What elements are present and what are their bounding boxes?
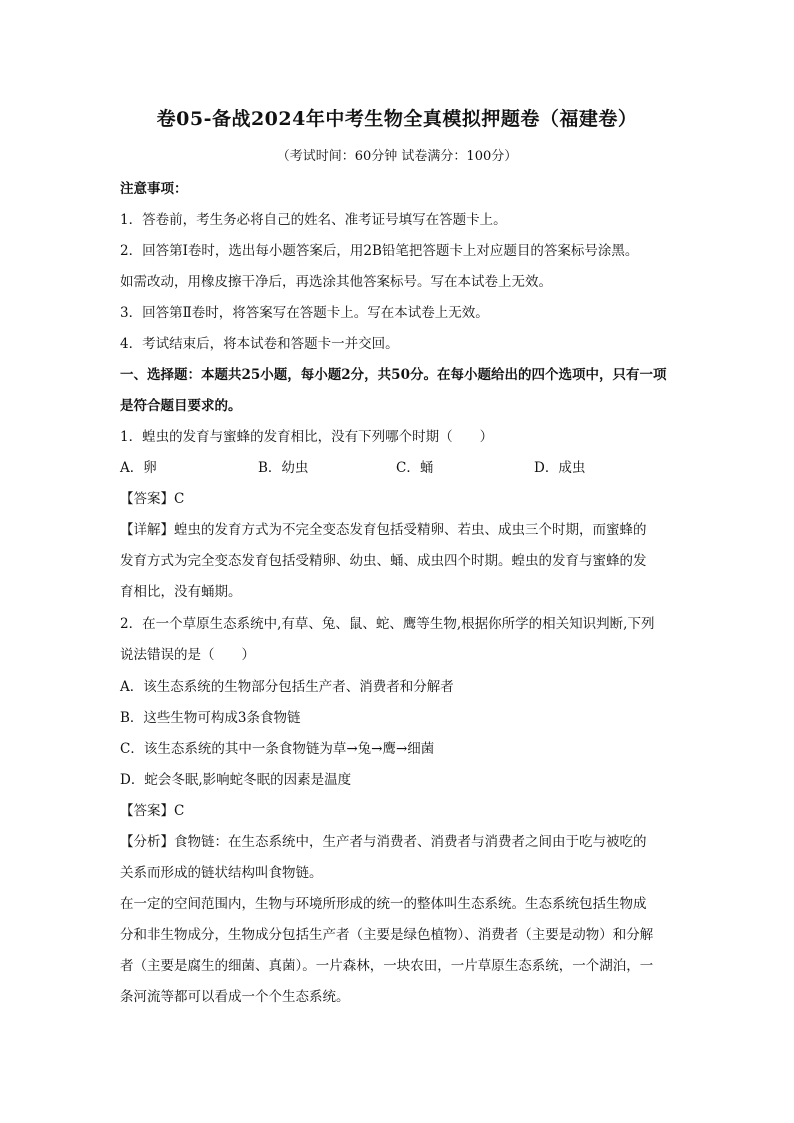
exam-info: （考试时间：60分钟 试卷满分：100分） (276, 149, 518, 164)
notice-item: 4．考试结束后，将本试卷和答题卡一并交回。 (120, 336, 399, 352)
q1-detail: 【详解】蝗虫的发育方式为不完全变态发育包括受精卵、若虫、成虫三个时期，而蜜蜂的 (120, 522, 647, 538)
q1-option-a: A．卵 (120, 460, 157, 476)
page-title: 卷05-备战2024年中考生物全真模拟押题卷（福建卷） (156, 108, 638, 130)
question-2-stem: 2．在一个草原生态系统中,有草、兔、鼠、蛇、鹰等生物,根据你所学的相关知识判断,下列 (120, 616, 655, 632)
notice-item: 2．回答第Ⅰ卷时，选出每小题答案后，用2B铅笔把答题卡上对应题目的答案标号涂黑。 (120, 243, 639, 259)
q1-detail: 育相比，没有蛹期。 (120, 584, 242, 600)
q1-detail: 发育方式为完全变态发育包括受精卵、幼虫、蛹、成虫四个时期。蝗虫的发育与蜜蜂的发 (120, 553, 647, 569)
section-heading-cont: 是符合题目要求的。 (120, 398, 242, 414)
q1-answer: 【答案】C (120, 491, 185, 507)
q2-analysis: 分和非生物成分，生物成分包括生产者（主要是绿色植物）、消费者（主要是动物）和分解 (120, 927, 654, 943)
q1-option-c: C．蛹 (396, 460, 434, 476)
notice-heading: 注意事项： (120, 181, 188, 197)
q2-option-d: D．蛇会冬眠,影响蛇冬眠的因素是温度 (120, 772, 352, 788)
q2-option-b: B．这些生物可构成3条食物链 (120, 710, 301, 726)
notice-item: 如需改动，用橡皮擦干净后，再选涂其他答案标号。写在本试卷上无效。 (120, 274, 552, 290)
section-heading: 一、选择题：本题共25小题，每小题2分，共50分。在每小题给出的四个选项中，只有一项 (120, 367, 667, 383)
q2-analysis: 条河流等都可以看成一个个生态系统。 (120, 989, 350, 1005)
q2-answer: 【答案】C (120, 803, 185, 819)
q2-option-c: C．该生态系统的其中一条食物链为草→兔→鹰→细菌 (120, 741, 435, 757)
q2-analysis: 在一定的空间范围内，生物与环境所形成的统一的整体叫生态系统。生态系统包括生物成 (120, 896, 647, 912)
q1-option-d: D．成虫 (534, 460, 586, 476)
q2-option-a: A．该生态系统的生物部分包括生产者、消费者和分解者 (120, 679, 454, 695)
q2-analysis: 【分析】食物链：在生态系统中，生产者与消费者、消费者与消费者之间由于吃与被吃的 (120, 834, 647, 850)
question-1-stem: 1．蝗虫的发育与蜜蜂的发育相比，没有下列哪个时期（ ） (120, 429, 494, 445)
notice-item: 1．答卷前，考生务必将自己的姓名、准考证号填写在答题卡上。 (120, 212, 507, 228)
q2-analysis: 者（主要是腐生的细菌、真菌）。一片森林，一块农田，一片草原生态系统，一个湖泊，一 (120, 958, 654, 974)
question-2-stem-cont: 说法错误的是（ ） (120, 647, 255, 663)
notice-item: 3．回答第Ⅱ卷时，将答案写在答题卡上。写在本试卷上无效。 (120, 305, 489, 321)
q2-analysis: 关系而形成的链状结构叫食物链。 (120, 865, 323, 881)
q1-option-b: B．幼虫 (258, 460, 309, 476)
